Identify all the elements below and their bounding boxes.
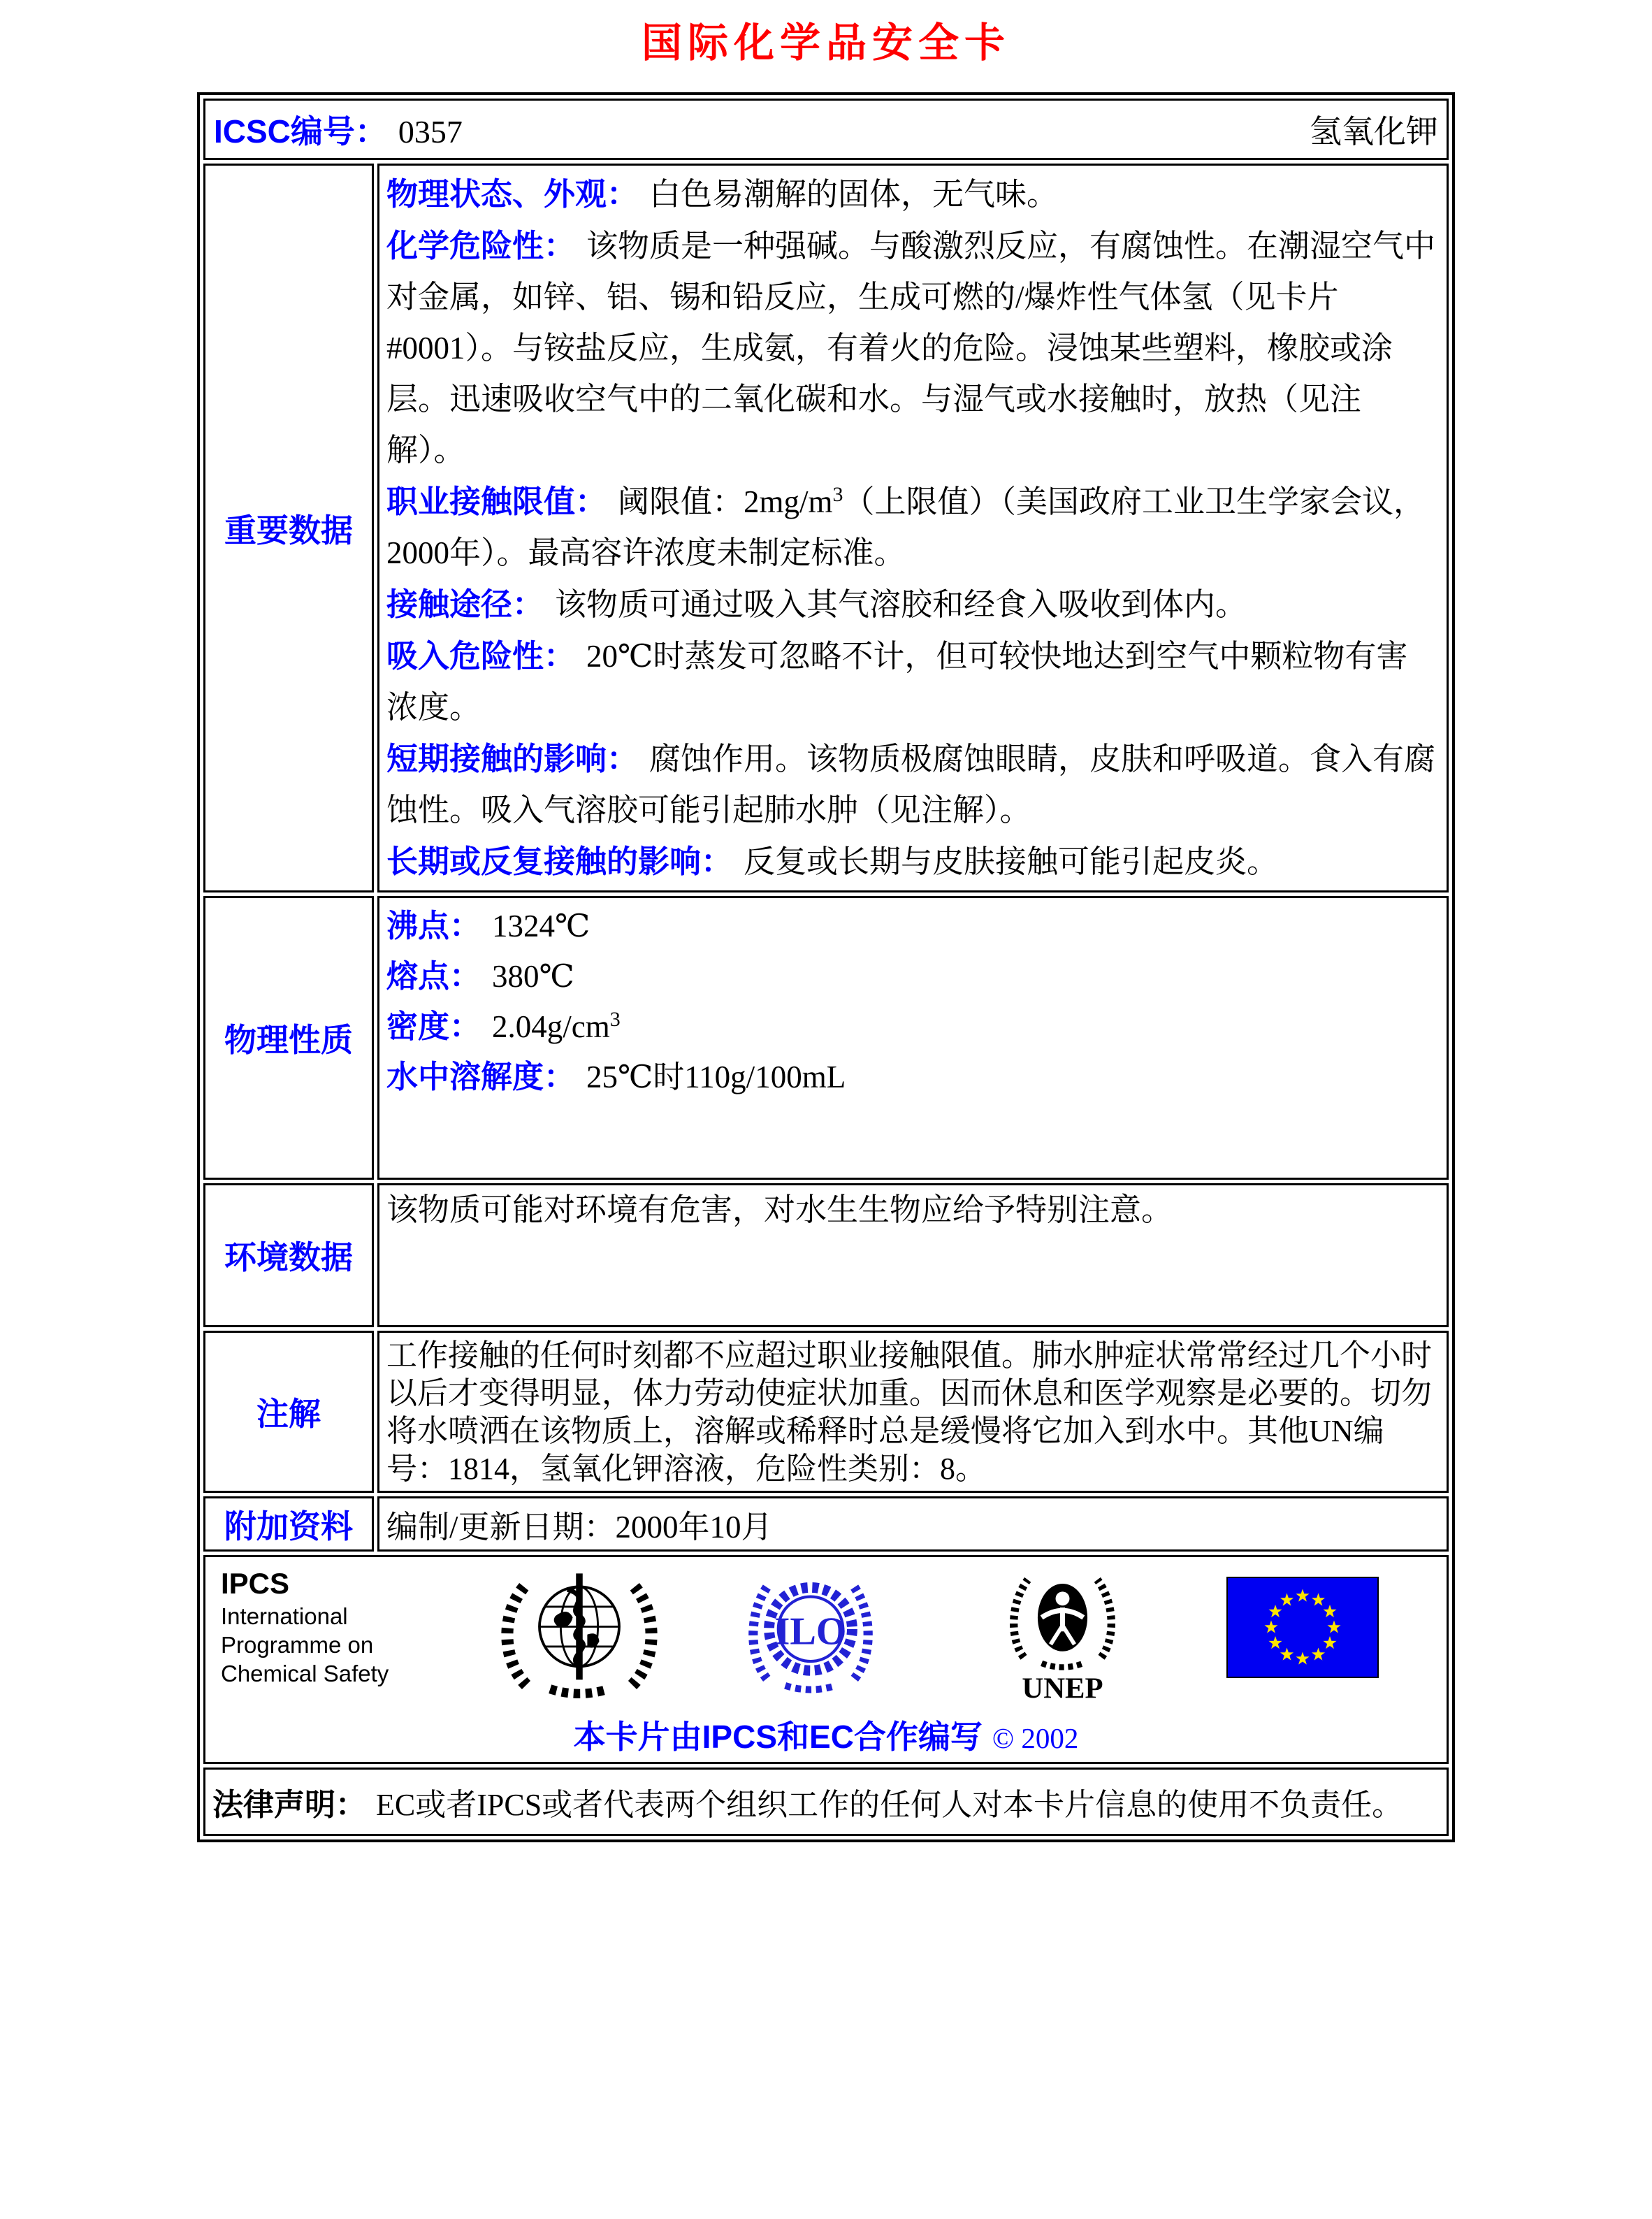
unep-caption: UNEP: [1022, 1672, 1103, 1705]
section-label-notes: 注解: [203, 1331, 374, 1493]
superscript: 3: [832, 483, 843, 506]
eu-flag-icon: [1226, 1577, 1379, 1678]
icsc-number-value: 0357: [398, 114, 463, 150]
logos-row: [203, 1555, 1449, 1764]
item-chemical-dangers: [386, 220, 1438, 476]
ipcs-wordmark: [221, 1566, 430, 1688]
item-label: 职业接触限值：: [386, 484, 607, 519]
item-short-term-effects: [386, 733, 1438, 836]
physical-properties-row: [203, 896, 1449, 1180]
legal-notice-text: EC或者IPCS或者代表两个组织工作的任何人对本卡片信息的使用不负责任。: [376, 1788, 1403, 1822]
legal-notice-row: [203, 1768, 1449, 1836]
header-row: [203, 99, 1449, 160]
item-long-term-effects: [386, 836, 1438, 888]
item-text: 2.04g/cm: [492, 1009, 610, 1044]
item-label: 水中溶解度：: [386, 1059, 576, 1094]
item-text: 该物质可通过吸入其气溶胶和经食入吸收到体内。: [555, 587, 1247, 622]
item-text: 25℃时110g/100mL: [586, 1060, 846, 1094]
icsc-card-table: [197, 92, 1455, 1842]
additional-info-content: [377, 1496, 1449, 1552]
item-occupational-exposure-limits: [386, 476, 1438, 579]
item-boiling-point: [386, 901, 1438, 951]
important-data-content: [377, 164, 1449, 892]
item-text: 反复或长期与皮肤接触可能引起皮炎。: [744, 844, 1279, 879]
superscript: 3: [609, 1008, 621, 1031]
logo-strip: [205, 1566, 1447, 1709]
chemical-name: 氢氧化钾: [1310, 114, 1438, 150]
environmental-data-row: [203, 1183, 1449, 1327]
important-data-row: [203, 164, 1449, 892]
who-logo-icon: [485, 1566, 674, 1698]
item-label: 密度：: [386, 1009, 481, 1044]
page-title: 国际化学品安全卡: [641, 20, 1010, 66]
icsc-number-group: [214, 106, 463, 152]
copyright-line: [205, 1712, 1447, 1758]
item-label: 长期或反复接触的影响：: [386, 844, 733, 879]
item-text: 380℃: [492, 959, 574, 994]
item-label: 物理状态、外观：: [386, 176, 639, 212]
item-text: （上限值）（美国政府工业卫生学家会议，2000年）。最高容许浓度未制定标准。: [386, 484, 1426, 570]
icsc-number-label: ICSC编号：: [214, 113, 387, 150]
section-label-environmental-data: 环境数据: [203, 1183, 374, 1327]
item-text: 阈限值：2mg/m: [618, 484, 833, 519]
item-label: 吸入危险性：: [386, 638, 576, 674]
section-label-important-data: 重要数据: [203, 164, 374, 892]
item-text: 白色易潮解的固体，无气味。: [649, 177, 1059, 212]
item-routes-of-exposure: [386, 579, 1438, 630]
environmental-data-content: [377, 1183, 1449, 1327]
notes-row: [203, 1331, 1449, 1493]
copyright-year: © 2002: [992, 1722, 1079, 1754]
copyright-text: 本卡片由IPCS和EC合作编写: [573, 1719, 983, 1755]
legal-notice-label: 法律声明：: [212, 1788, 366, 1822]
item-density: [386, 1002, 1438, 1052]
item-label: 短期接触的影响：: [386, 741, 639, 776]
ipcs-acronym: IPCS: [221, 1567, 290, 1600]
item-physical-state: [386, 168, 1438, 220]
ilo-logo-icon: [741, 1566, 881, 1695]
additional-info-value: 2000年10月: [615, 1510, 773, 1545]
additional-info-label: 编制/更新日期：: [386, 1510, 616, 1545]
item-water-solubility: [386, 1052, 1438, 1102]
item-text: 该物质是一种强碱。与酸激烈反应，有腐蚀性。在潮湿空气中对金属，如锌、铝、锡和铅反应，生成可燃的/爆炸性气体氢（见卡片#0001）。与铵盐反应，生成氨，有着火的危险。浸蚀某些塑料，橡胶或涂层。迅速吸收空气中的二氧化碳和水。与湿气或水接触时，放热（见注解）。: [386, 229, 1436, 468]
item-text: 1324℃: [492, 909, 590, 944]
ipcs-subtitle: International Programme on Chemical Safety: [221, 1603, 389, 1686]
ilo-monogram: ILO: [774, 1610, 847, 1654]
physical-properties-content: [377, 896, 1449, 1180]
notes-text: 工作接触的任何时刻都不应超过职业接触限值。肺水肿症状常常经过几个小时以后才变得明显，体力劳动使症状加重。因而休息和医学观察是必要的。切勿将水喷洒在该物质上，溶解或稀释时总是缓慢将它加入到水中。其他UN编号：1814，氢氧化钾溶液，危险性类别：8。: [386, 1338, 1432, 1486]
section-label-physical-properties: 物理性质: [203, 896, 374, 1180]
additional-info-row: [203, 1496, 1449, 1552]
item-label: 化学危险性：: [386, 228, 576, 263]
item-label: 接触途径：: [386, 586, 544, 622]
section-label-additional-info: 附加资料: [203, 1496, 374, 1552]
item-inhalation-risk: [386, 630, 1438, 733]
item-label: 熔点：: [386, 958, 481, 994]
environmental-data-text: 该物质可能对环境有危害，对水生生物应给予特别注意。: [386, 1192, 1173, 1227]
item-melting-point: [386, 951, 1438, 1002]
unep-logo-icon: [998, 1566, 1127, 1705]
item-label: 沸点：: [386, 908, 481, 944]
item-text: 腐蚀作用。该物质极腐蚀眼睛，皮肤和呼吸道。食入有腐蚀性。吸入气溶胶可能引起肺水肿（见注解）。: [386, 742, 1436, 827]
item-text: 20℃时蒸发可忽略不计，但可较快地达到空气中颗粒物有害浓度。: [386, 639, 1408, 725]
notes-content: [377, 1331, 1449, 1493]
